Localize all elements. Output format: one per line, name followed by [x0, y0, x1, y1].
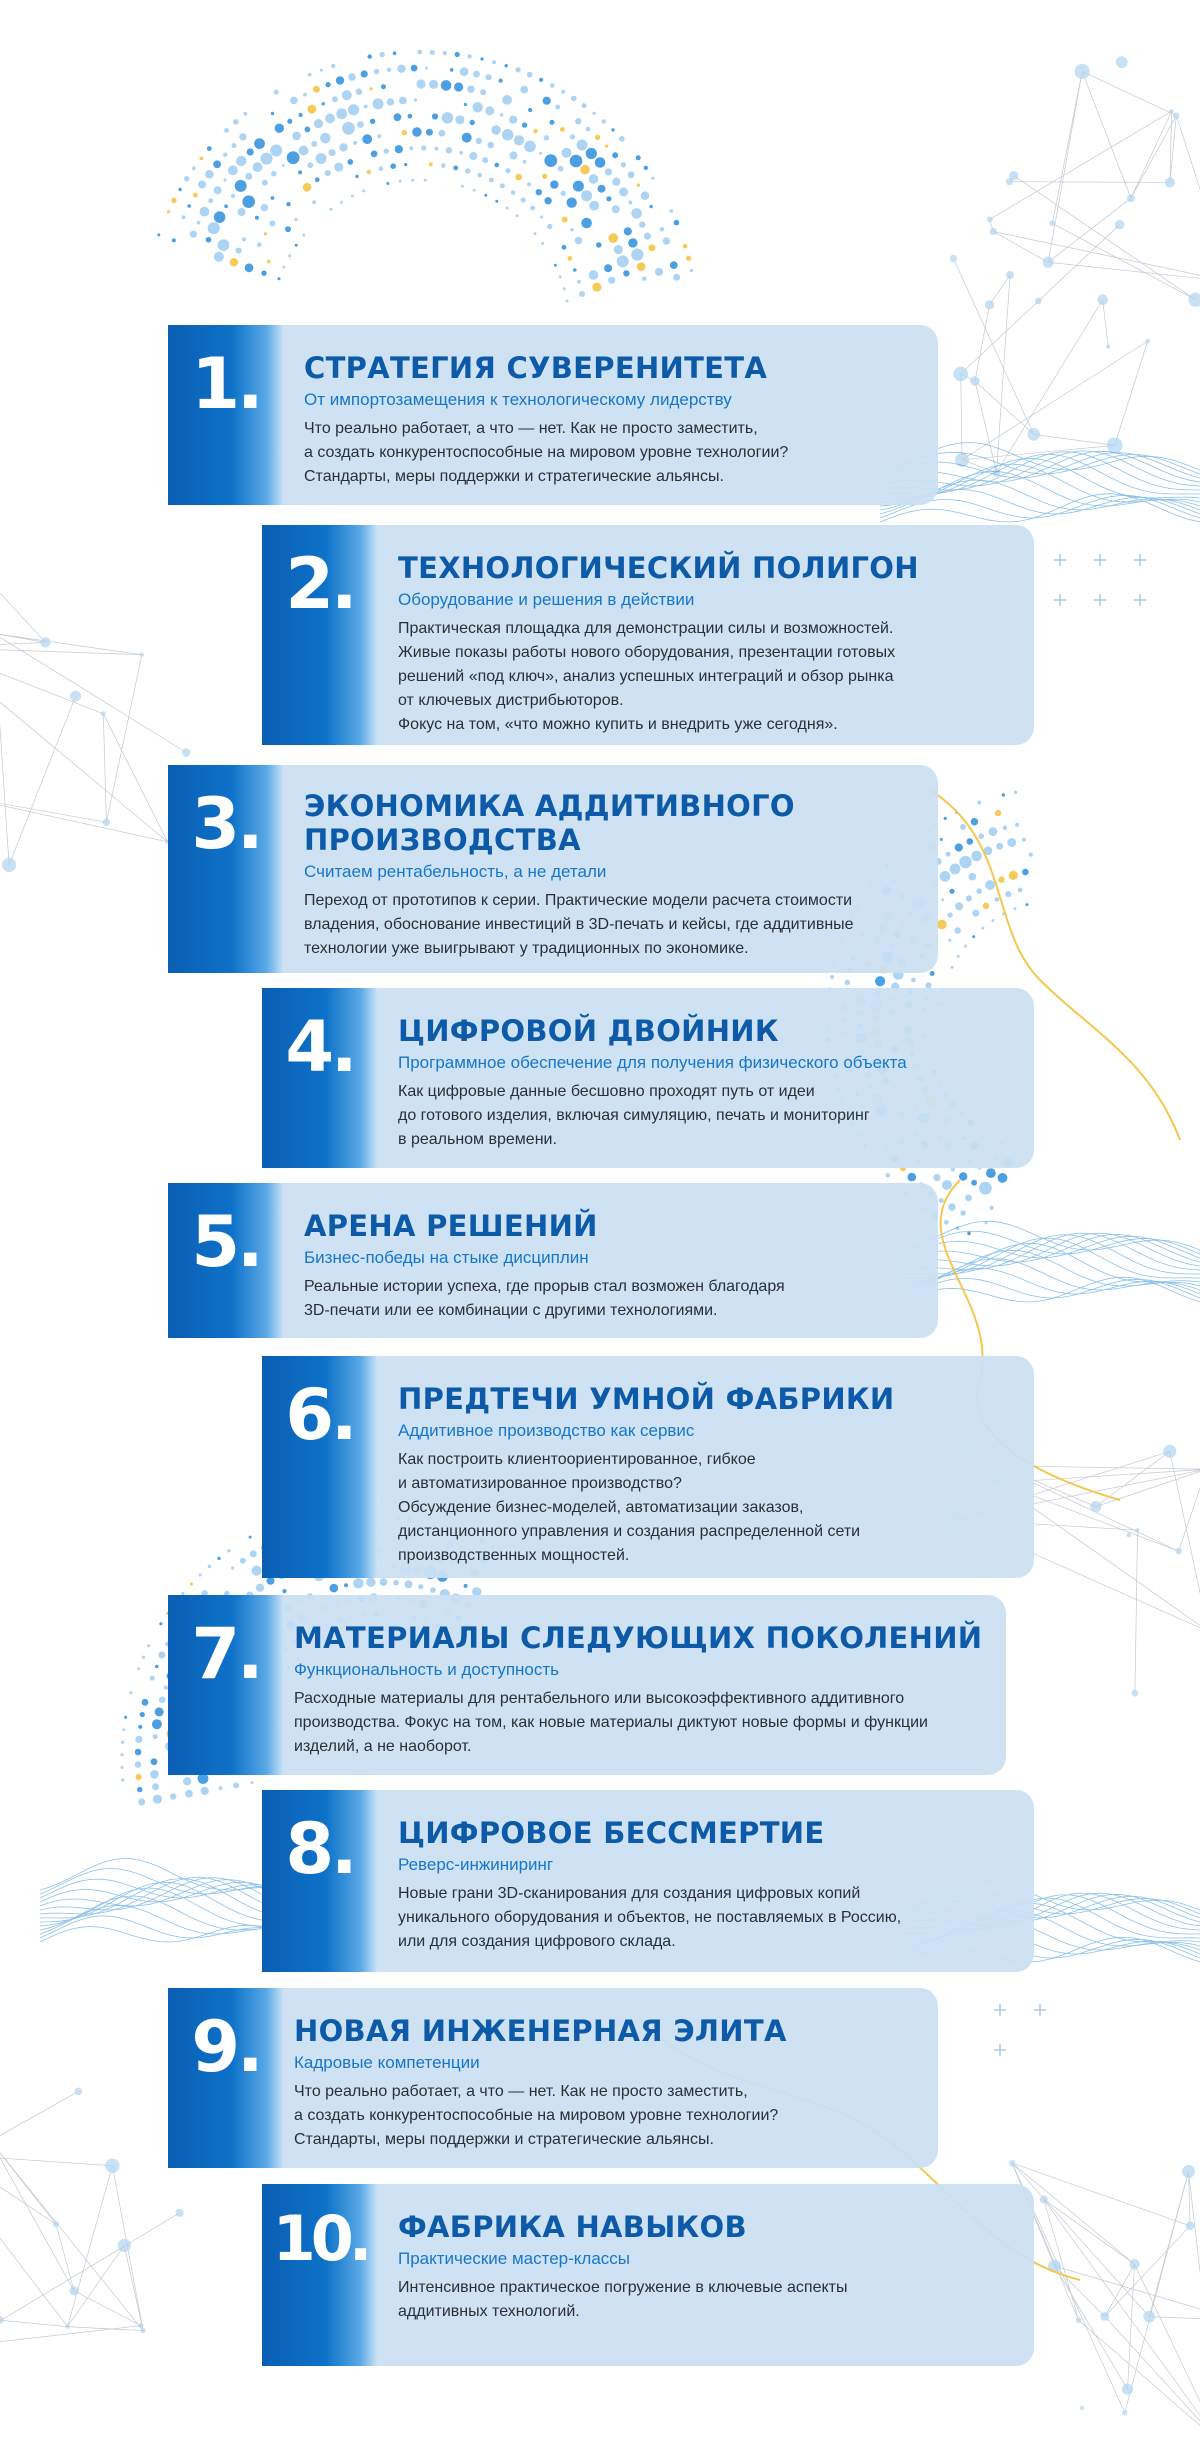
section-content [378, 525, 1034, 745]
section-subtitle: Оборудование и решения в действии [398, 590, 695, 609]
section-description: Расходные материалы для рентабельного или высокоэффективного аддитивного производства. Фокус на том, как новые материалы диктуют новые формы и функции изделий, а не наоборот. [294, 1690, 928, 1755]
section-title: АРЕНА РЕШЕНИЙ [304, 1209, 598, 1243]
section-number: 9. [168, 1988, 284, 2168]
section-title: ЦИФРОВОЙ ДВОЙНИК [398, 1014, 779, 1048]
section-description: Практическая площадка для демонстрации силы и возможностей. Живые показы работы нового оборудования, презентации готовых решений «под ключ», анализ успешных интеграций и обзор рынка от ключевых дистрибьюторов. Фокус на том, «что можно купить и внедрить уже сегодня». [398, 620, 896, 733]
section-subtitle: От импортозамещения к технологическому лидерству [304, 390, 732, 409]
section-title: ЭКОНОМИКА АДДИТИВНОГО ПРОИЗВОДСТВА [304, 789, 795, 857]
section-card-3 [168, 765, 938, 973]
section-description: Что реально работает, а что — нет. Как не просто заместить, а создать конкурентоспособные на мировом уровне технологии? Стандарты, меры поддержки и стратегические альянсы. [294, 2083, 779, 2148]
section-subtitle: Программное обеспечение для получения физического объекта [398, 1053, 907, 1072]
section-description: Интенсивное практическое погружение в ключевые аспекты аддитивных технологий. [398, 2279, 848, 2320]
section-description: Как построить клиентоориентированное, гибкое и автоматизированное производство? Обсуждение бизнес-моделей, автоматизации заказов, дистанционного управления и создания распределенной сети производственных мощностей. [398, 1451, 861, 1564]
section-card-2 [262, 525, 1034, 745]
section-card-9 [168, 1988, 938, 2168]
section-description: Реальные истории успеха, где прорыв стал возможен благодаря 3D-печати или ее комбинации с другими технологиями. [304, 1278, 785, 1319]
section-title: НОВАЯ ИНЖЕНЕРНАЯ ЭЛИТА [294, 2014, 787, 2048]
section-title: ТЕХНОЛОГИЧЕСКИЙ ПОЛИГОН [398, 551, 919, 585]
section-content [378, 988, 1034, 1168]
section-subtitle: Функциональность и доступность [294, 1660, 560, 1679]
section-card-5 [168, 1183, 938, 1338]
section-card-1 [168, 325, 938, 505]
section-subtitle: Аддитивное производство как сервис [398, 1421, 695, 1440]
section-title: МАТЕРИАЛЫ СЛЕДУЮЩИХ ПОКОЛЕНИЙ [294, 1621, 983, 1655]
section-card-7 [168, 1595, 1006, 1775]
section-content [284, 1988, 938, 2168]
section-card-4 [262, 988, 1034, 1168]
section-subtitle: Кадровые компетенции [294, 2053, 480, 2072]
section-title: ФАБРИКА НАВЫКОВ [398, 2210, 747, 2244]
section-content [284, 765, 938, 973]
section-subtitle: Считаем рентабельность, а не детали [304, 862, 607, 881]
section-subtitle: Бизнес-победы на стыке дисциплин [304, 1248, 589, 1267]
section-card-10 [262, 2184, 1034, 2366]
section-number: 7. [168, 1595, 284, 1775]
section-number: 5. [168, 1183, 284, 1338]
section-number: 1. [168, 325, 284, 505]
section-subtitle: Практические мастер-классы [398, 2249, 630, 2268]
section-content [378, 1790, 1034, 1972]
section-content [378, 2184, 1034, 2366]
section-card-6 [262, 1356, 1034, 1578]
section-number: 10. [262, 2184, 378, 2366]
section-content [378, 1356, 1034, 1578]
section-content [284, 1183, 938, 1338]
section-content [284, 1595, 1006, 1775]
section-number: 8. [262, 1790, 378, 1972]
section-title: ЦИФРОВОЕ БЕССМЕРТИЕ [398, 1816, 825, 1850]
section-description: Как цифровые данные бесшовно проходят путь от идеи до готового изделия, включая симуляцию, печать и мониторинг в реальном времени. [398, 1083, 870, 1148]
section-title: СТРАТЕГИЯ СУВЕРЕНИТЕТА [304, 351, 768, 385]
section-title: ПРЕДТЕЧИ УМНОЙ ФАБРИКИ [398, 1382, 895, 1416]
section-number: 4. [262, 988, 378, 1168]
section-number: 3. [168, 765, 284, 973]
section-card-8 [262, 1790, 1034, 1972]
section-number: 2. [262, 525, 378, 745]
section-number: 6. [262, 1356, 378, 1578]
section-description: Что реально работает, а что — нет. Как не просто заместить, а создать конкурентоспособные на мировом уровне технологии? Стандарты, меры поддержки и стратегические альянсы. [304, 420, 789, 485]
section-content [284, 325, 938, 505]
section-subtitle: Реверс-инжиниринг [398, 1855, 554, 1874]
section-description: Переход от прототипов к серии. Практические модели расчета стоимости владения, обоснование инвестиций в 3D-печать и кейсы, где аддитивные технологии уже выигрывают у традиционных по экономике. [304, 892, 854, 957]
section-description: Новые грани 3D-сканирования для создания цифровых копий уникального оборудования и объектов, не поставляемых в Россию, или для создания цифрового склада. [398, 1885, 902, 1950]
